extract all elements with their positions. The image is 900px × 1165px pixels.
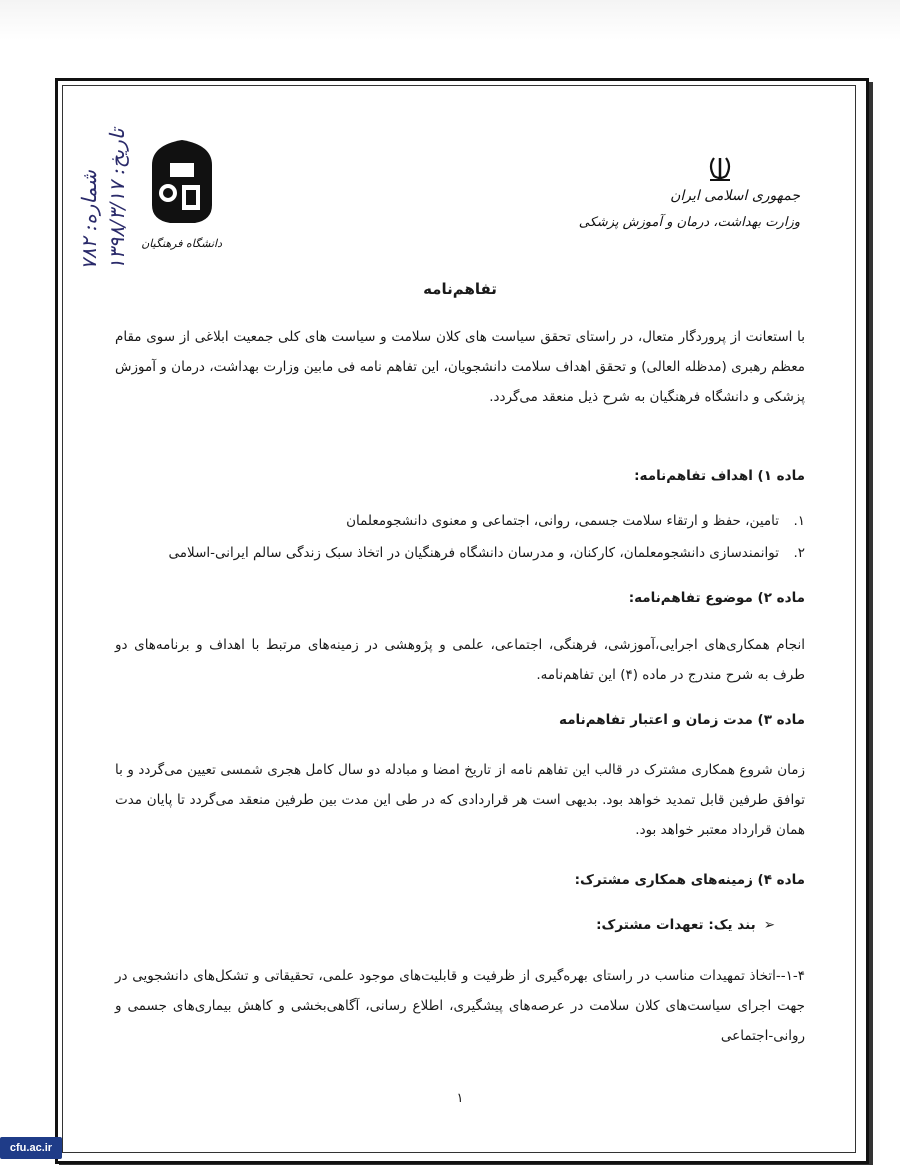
article3-body: زمان شروع همکاری مشترک در قالب این تفاهم نامه از تاریخ امضا و مبادله دو سال کامل هجری شمسی تعیین می‌گردد و با توافق طرفین قابل تمدید خواهد بود. بدیهی است هر قراردادی که در طی این مدت بین طرفین منعقد می‌گردد تا پایان مدت همان قرارداد معتبر خواهد بود. bbox=[115, 762, 805, 838]
article2-heading: ماده ۲) موضوع تفاهم‌نامه: bbox=[628, 590, 805, 606]
article1-heading: ماده ۱) اهداف تفاهم‌نامه: bbox=[634, 468, 805, 484]
university-logo bbox=[140, 135, 225, 255]
article2-body: انجام همکاری‌های اجرایی،آموزشی، فرهنگی، اجتماعی، علمی و پژوهشی در زمینه‌های مرتبط با اهداف و برنامه‌های دو طرف به شرح مندرج در ماده (۴) این تفاهم‌نامه. bbox=[115, 637, 805, 683]
svg-text:وزارت بهداشت، درمان و آموزش پز: وزارت بهداشت، درمان و آموزش پزشکی bbox=[578, 215, 800, 230]
intro-paragraph: با استعانت از پروردگار متعال، در راستای تحقق سیاست های کلان سلامت و سیاست های کلی جمعیت ابلاغی از سوی مقام معظم رهبری (مدظله العالی) و تحقق اهداف سلامت دانشجویان، این تفاهم نامه فی مابین وزارت بهداشت، درمان و آموزش پزشکی و دانشگاه فرهنگیان به شرح ذیل منعقد می‌گردد. bbox=[115, 329, 805, 405]
ministry-logo bbox=[578, 150, 805, 240]
university-emblem-icon bbox=[140, 135, 225, 255]
document-title: تفاهم‌نامه bbox=[423, 280, 497, 298]
site-watermark: cfu.ac.ir bbox=[0, 1137, 62, 1159]
article1-item-1 bbox=[115, 513, 805, 529]
article1-item-2 bbox=[115, 545, 805, 561]
clause1-heading-text: بند یک: تعهدات مشترک: bbox=[596, 917, 756, 933]
clause1-body: ۱-۴--اتخاذ تمهیدات مناسب در راستای بهره‌گیری از ظرفیت و قابلیت‌های موجود علمی، تحقیقاتی و تشکل‌های دانشجویی در جهت اجرای سیاست‌های کلان سلامت در عرصه‌های پیشگیری، اطلاع رسانی، آگاهی‌بخشی و کاهش بیماری‌های جسمی و روانی-اجتماعی bbox=[115, 968, 805, 1044]
handwritten-registration bbox=[75, 105, 135, 275]
list-number: ۲. bbox=[793, 545, 805, 561]
svg-text:جمهوری اسلامی ایران: جمهوری اسلامی ایران bbox=[670, 188, 800, 204]
handwritten-number: شماره: ۷۸۲ bbox=[77, 170, 101, 270]
iran-emblem-icon bbox=[578, 150, 805, 240]
list-number: ۱. bbox=[793, 513, 805, 529]
handwritten-date: تاریخ: ۱۳۹۸/۳/۱۷ bbox=[105, 128, 129, 270]
clause1-heading bbox=[115, 917, 775, 933]
scan-top-margin bbox=[0, 0, 900, 40]
letter-page bbox=[75, 95, 845, 1145]
svg-text:دانشگاه فرهنگیان: دانشگاه فرهنگیان bbox=[141, 237, 222, 250]
arrow-bullet-icon: ➢ bbox=[763, 917, 775, 933]
article4-heading: ماده ۴) زمینه‌های همکاری مشترک: bbox=[574, 872, 805, 888]
page-number: ۱ bbox=[456, 1091, 464, 1106]
list-text: توانمندسازی دانشجومعلمان، کارکنان، و مدرسان دانشگاه فرهنگیان در اتخاذ سبک زندگی سالم ایرانی-اسلامی bbox=[168, 545, 779, 561]
list-text: تامین، حفظ و ارتقاء سلامت جسمی، روانی، اجتماعی و معنوی دانشجومعلمان bbox=[346, 513, 779, 529]
article3-heading: ماده ۳) مدت زمان و اعتبار تفاهم‌نامه bbox=[559, 712, 805, 728]
